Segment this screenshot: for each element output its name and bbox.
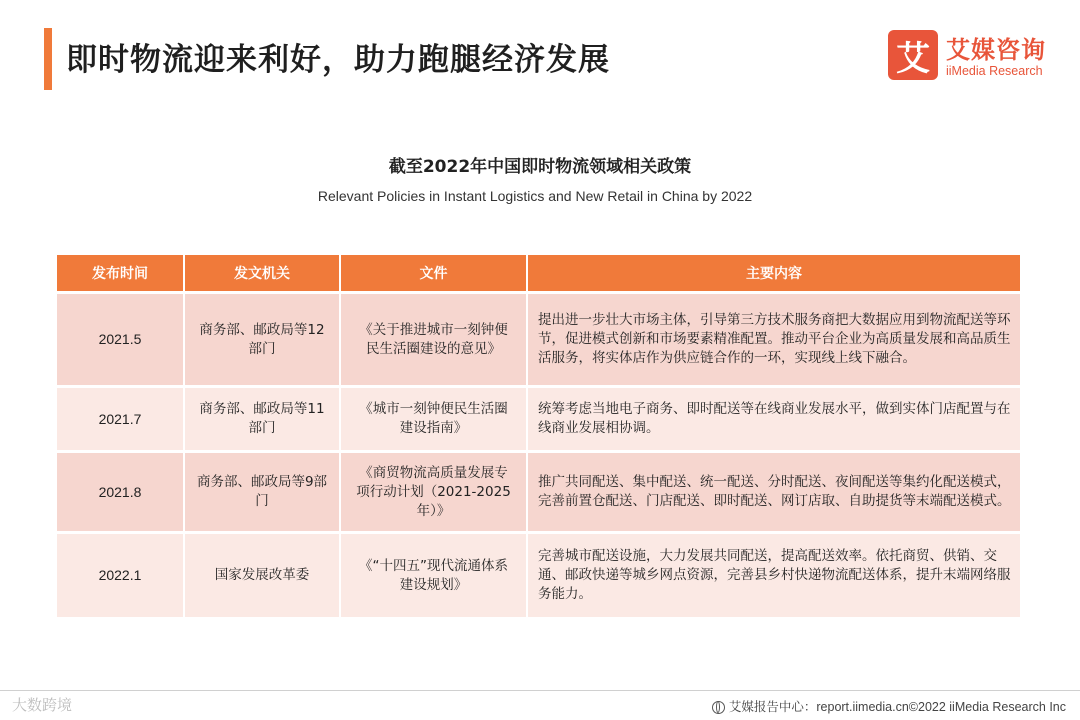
table-row xyxy=(57,293,1020,387)
header-content: 主要内容 xyxy=(527,255,1020,293)
header-org: 发文机关 xyxy=(184,255,340,293)
cell-doc: 《商贸物流高质量发展专项行动计划（2021-2025年）》 xyxy=(340,452,527,533)
cell-time: 2021.5 xyxy=(57,293,184,387)
cell-content: 完善城市配送设施，大力发展共同配送，提高配送效率。依托商贸、供销、交通、邮政快递等城乡网点资源，完善县乡村快递物流配送体系，提升末端网络服务能力。 xyxy=(527,533,1020,619)
logo-text-en: iiMedia Research xyxy=(946,64,1043,78)
policy-table xyxy=(57,255,1020,620)
globe-icon xyxy=(712,701,725,714)
report-center-link[interactable]: 艾媒报告中心：report.iimedia.cn xyxy=(728,700,909,714)
header-doc: 文件 xyxy=(340,255,527,293)
table-row xyxy=(57,387,1020,452)
watermark-text: 大数跨境 xyxy=(12,696,73,714)
logo-text-cn: 艾媒咨询 xyxy=(946,36,1046,64)
cell-org: 商务部、邮政局等12部门 xyxy=(184,293,340,387)
section-title-cn: 截至2022年中国即时物流领域相关政策 xyxy=(388,157,692,177)
footer-divider xyxy=(0,690,1080,691)
cell-time: 2022.1 xyxy=(57,533,184,619)
cell-content: 推广共同配送、集中配送、统一配送、分时配送、夜间配送等集约化配送模式，完善前置仓配送、门店配送、即时配送、网订店取、自助提货等末端配送模式。 xyxy=(527,452,1020,533)
cell-org: 商务部、邮政局等11部门 xyxy=(184,387,340,452)
cell-time: 2021.8 xyxy=(57,452,184,533)
table-row xyxy=(57,452,1020,533)
cell-org: 国家发展改革委 xyxy=(184,533,340,619)
cell-content: 提出进一步壮大市场主体，引导第三方技术服务商把大数据应用到物流配送等环节，促进模式创新和市场要素精准配置。推动平台企业为高质量发展和高品质生活服务，将实体店作为供应链合作的一环，实现线上线下融合。 xyxy=(527,293,1020,387)
logo-icon: 艾 xyxy=(888,30,938,80)
title-accent-bar xyxy=(44,28,52,90)
table-header-row xyxy=(57,255,1020,293)
section-title-en: Relevant Policies in Instant Logistics and New Retail in China by 2022 xyxy=(317,188,753,204)
brand-logo xyxy=(888,30,1068,86)
page-title: 即时物流迎来利好，助力跑腿经济发展 xyxy=(66,42,610,78)
cell-doc: 《关于推进城市一刻钟便民生活圈建设的意见》 xyxy=(340,293,527,387)
footer-source xyxy=(712,697,1066,715)
cell-doc: 《“十四五”现代流通体系建设规划》 xyxy=(340,533,527,619)
cell-org: 商务部、邮政局等9部门 xyxy=(184,452,340,533)
header-time: 发布时间 xyxy=(57,255,184,293)
copyright-text: ©2022 iiMedia Research Inc xyxy=(908,700,1066,714)
cell-content: 统筹考虑当地电子商务、即时配送等在线商业发展水平，做到实体门店配置与在线商业发展相协调。 xyxy=(527,387,1020,452)
cell-doc: 《城市一刻钟便民生活圈建设指南》 xyxy=(340,387,527,452)
cell-time: 2021.7 xyxy=(57,387,184,452)
table-row xyxy=(57,533,1020,619)
